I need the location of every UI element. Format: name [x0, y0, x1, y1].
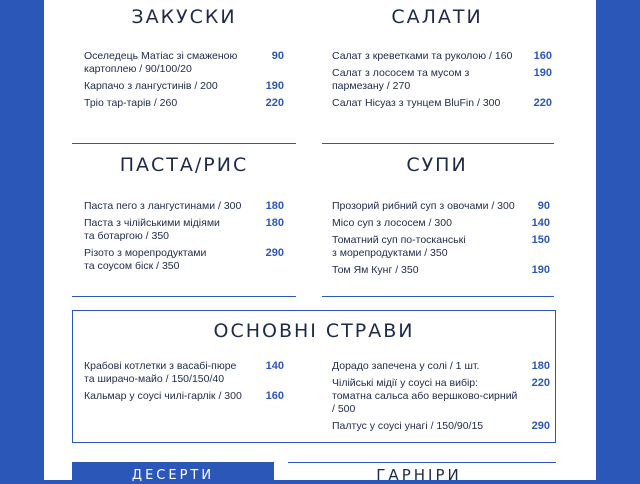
section-items-osnovni-right: [332, 360, 550, 437]
menu-item-name: [84, 247, 255, 273]
menu-item-price: 220: [265, 97, 284, 109]
menu-item-name-line: та соусом біск / 350: [84, 260, 180, 272]
menu-item: [332, 360, 550, 373]
box-bottom: [72, 442, 556, 443]
menu-page: [44, 0, 596, 484]
menu-item-name-line: та ботаргою / 350: [84, 230, 170, 242]
menu-item: [332, 234, 550, 260]
menu-item-name-line: Том Ям Кунг / 350: [332, 264, 419, 276]
menu-item: [332, 420, 550, 433]
menu-item-price: 290: [265, 247, 284, 259]
divider: [72, 296, 296, 297]
section-items-salaty: [332, 50, 552, 114]
menu-item-name-line: картоплею / 90/100/20: [84, 63, 192, 75]
menu-item-name-line: Кальмар у соусі чилі-гарлік / 300: [84, 390, 242, 402]
section-items-zakusky: [84, 50, 284, 114]
section-items-supy: [332, 200, 550, 281]
section-title-supy: СУПИ: [406, 154, 468, 176]
menu-item-price: 140: [265, 360, 284, 372]
menu-item: [84, 50, 284, 76]
menu-item-name-line: Оселедець Матіас зі смаженою: [84, 50, 238, 62]
menu-item-price: 180: [531, 360, 550, 372]
menu-item-price: 90: [271, 50, 284, 62]
menu-item-price: 90: [537, 200, 550, 212]
menu-item: [84, 217, 284, 243]
section-items-pasta: [84, 200, 284, 277]
menu-item-name: [84, 97, 255, 110]
menu-item-name-line: Тріо тар-тарів / 260: [84, 97, 178, 109]
menu-item: [332, 217, 550, 230]
menu-item: [84, 247, 284, 273]
section-title-zakusky: ЗАКУСКИ: [131, 6, 237, 28]
menu-item-name: [84, 80, 255, 93]
menu-item: [332, 97, 552, 110]
menu-item-price: 220: [533, 97, 552, 109]
menu-item-name-line: Крабові котлетки з васабі-пюре: [84, 360, 237, 372]
menu-item-name-line: Місо суп з лососем / 300: [332, 217, 452, 229]
menu-item-name-line: Карпачо з лангустинів / 200: [84, 80, 218, 92]
menu-item-name-line: Салат Нісуаз з тунцем BluFin / 300: [332, 97, 501, 109]
menu-item-name-line: Палтус у соусі унагі / 150/90/15: [332, 420, 484, 432]
menu-item-name: [332, 360, 520, 373]
menu-item-name: [84, 217, 255, 243]
menu-item-name-line: Різото з морепродуктами: [84, 247, 207, 259]
menu-item-name: [332, 217, 520, 230]
menu-item: [332, 264, 550, 277]
menu-item-price: 150: [531, 234, 550, 246]
menu-item: [332, 377, 550, 416]
menu-item-name: [332, 420, 520, 433]
menu-item-price: 180: [265, 217, 284, 229]
menu-item: [84, 80, 284, 93]
menu-item-price: 190: [531, 264, 550, 276]
menu-item-name-line: томатна сальса або вершково-сирний / 500: [332, 390, 518, 415]
menu-item-price: 180: [265, 200, 284, 212]
menu-item-price: 190: [265, 80, 284, 92]
menu-item-name-line: Томатний суп по-тосканські: [332, 234, 466, 246]
menu-item-name-line: Чілійські мідії у соусі на вибір:: [332, 377, 479, 389]
menu-item-name: [84, 50, 255, 76]
menu-item: [84, 390, 284, 403]
menu-item-name: [84, 200, 255, 213]
desserts-header: [72, 462, 274, 484]
menu-item-price: 290: [531, 420, 550, 432]
menu-item-name-line: Прозорий рибний суп з овочами / 300: [332, 200, 515, 212]
section-title-osnovni: ОСНОВНІ СТРАВИ: [213, 320, 415, 342]
menu-item-name: [332, 200, 520, 213]
menu-item-name: [84, 360, 255, 386]
menu-item: [332, 67, 552, 93]
menu-item: [332, 200, 550, 213]
menu-item-name: [332, 67, 522, 93]
menu-item: [332, 50, 552, 63]
menu-item-name-line: Паста пего з лангустинами / 300: [84, 200, 242, 212]
menu-item: [84, 360, 284, 386]
menu-item: [84, 200, 284, 213]
desserts-title: ДЕСЕРТИ: [131, 468, 215, 483]
menu-item-name-line: Дорадо запечена у солі / 1 шт.: [332, 360, 480, 372]
menu-item-name-line: з морепродуктами / 350: [332, 247, 448, 259]
menu-item-name-line: Паста з чілійськими мідіями: [84, 217, 220, 229]
garnish-title: ГАРНІРИ: [376, 466, 462, 484]
menu-item-name: [332, 264, 520, 277]
menu-item-price: 190: [533, 67, 552, 79]
menu-item-name-line: та ширачо-майо / 150/150/40: [84, 373, 225, 385]
divider: [322, 296, 554, 297]
divider: [288, 462, 556, 463]
menu-item-name: [332, 377, 520, 416]
menu-item-price: 140: [531, 217, 550, 229]
divider: [322, 143, 554, 144]
menu-item-price: 160: [265, 390, 284, 402]
menu-item-name: [84, 390, 255, 403]
menu-item-price: 160: [533, 50, 552, 62]
menu-item-name: [332, 97, 522, 110]
menu-item-name: [332, 234, 520, 260]
divider: [72, 143, 296, 144]
box-top: [72, 310, 556, 311]
menu-item-name: [332, 50, 522, 63]
menu-item-name-line: Салат з креветками та руколою / 160: [332, 50, 513, 62]
menu-item-name-line: Салат з лососем та мусом з пармезану / 270: [332, 67, 470, 92]
section-title-pasta: ПАСТА/РИС: [119, 154, 249, 176]
menu-item-price: 220: [531, 377, 550, 389]
menu-item: [84, 97, 284, 110]
section-items-osnovni-left: [84, 360, 284, 407]
section-title-salaty: САЛАТИ: [391, 6, 483, 28]
